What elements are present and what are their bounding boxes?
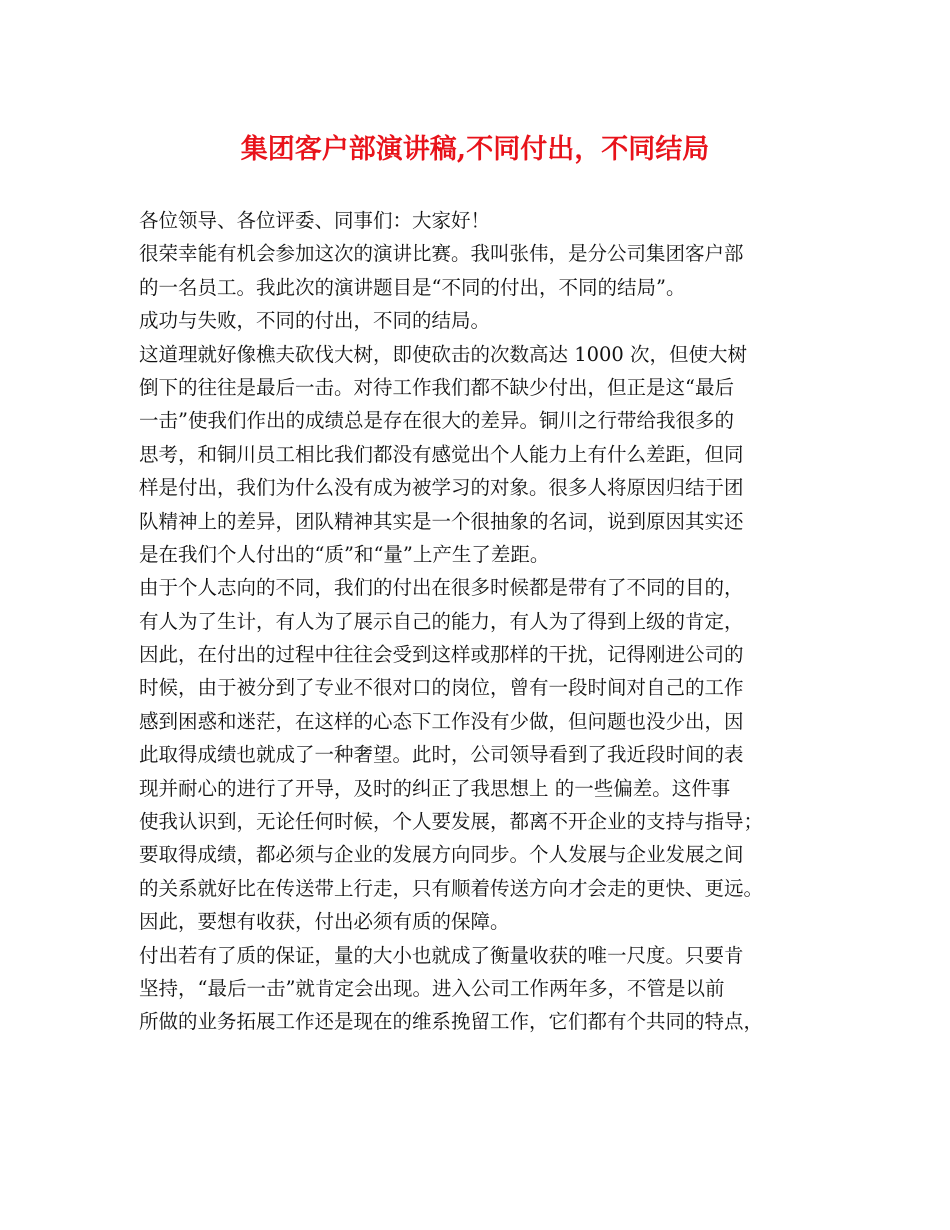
body-line: 现并耐心的进行了开导，及时的纠正了我思想上 的一些偏差。这件事	[139, 776, 731, 800]
body-line: 倒下的往往是最后一击。对待工作我们都不缺少付出，但正是这“最后	[139, 375, 734, 399]
body-line: 要取得成绩，都必须与企业的发展方向同步。个人发展与企业发展之间	[139, 843, 744, 867]
body-line: 使我认识到，无论任何时候，个人要发展，都离不开企业的支持与指导；	[139, 810, 764, 834]
body-line: 因此，在付出的过程中往往会受到这样或那样的干扰，记得刚进公司的	[139, 643, 744, 667]
document-title: 集团客户部演讲稿,不同付出，不同结局	[240, 134, 710, 165]
body-line: 很荣幸能有机会参加这次的演讲比赛。我叫张伟，是分公司集团客户部	[139, 242, 744, 266]
body-line: 付出若有了质的保证，量的大小也就成了衡量收获的唯一尺度。只要肯	[139, 943, 744, 967]
body-line: 思考，和铜川员工相比我们都没有感觉出个人能力上有什么差距，但同	[139, 442, 744, 466]
body-line: 的关系就好比在传送带上行走，只有顺着传送方向才会走的更快、更远。	[139, 876, 764, 900]
body-line: 的一名员工。我此次的演讲题目是“不同的付出，不同的结局”。	[139, 275, 686, 299]
body-line: 有人为了生计，有人为了展示自己的能力，有人为了得到上级的肯定，	[139, 609, 744, 633]
body-line: 时候，由于被分到了专业不很对口的岗位，曾有一段时间对自己的工作	[139, 676, 744, 700]
document-body	[139, 204, 819, 1039]
body-line: 是在我们个人付出的“质”和“量”上产生了差距。	[139, 542, 550, 566]
body-line: 因此，要想有收获，付出必须有质的保障。	[139, 910, 510, 934]
body-line: 成功与失败，不同的付出，不同的结局。	[139, 309, 491, 333]
body-line: 队精神上的差异，团队精神其实是一个很抽象的名词，说到原因其实还	[139, 509, 744, 533]
body-line: 这道理就好像樵夫砍伐大树，即使砍击的次数高达 1000 次，但使大树	[139, 342, 748, 366]
body-line: 由于个人志向的不同，我们的付出在很多时候都是带有了不同的目的，	[139, 576, 744, 600]
body-line: 所做的业务拓展工作还是现在的维系挽留工作，它们都有个共同的特点，	[139, 1010, 764, 1034]
body-line: 一击”使我们作出的成绩总是存在很大的差异。铜川之行带给我很多的	[139, 409, 734, 433]
body-line: 坚持，“最后一击”就肯定会出现。进入公司工作两年多，不管是以前	[139, 976, 725, 1000]
body-line: 此取得成绩也就成了一种奢望。此时，公司领导看到了我近段时间的表	[139, 743, 744, 767]
body-line: 感到困惑和迷茫，在这样的心态下工作没有少做，但问题也没少出，因	[139, 709, 744, 733]
body-line: 各位领导、各位评委、同事们：大家好！	[139, 209, 491, 232]
body-line: 样是付出，我们为什么没有成为被学习的对象。很多人将原因归结于团	[139, 476, 744, 500]
